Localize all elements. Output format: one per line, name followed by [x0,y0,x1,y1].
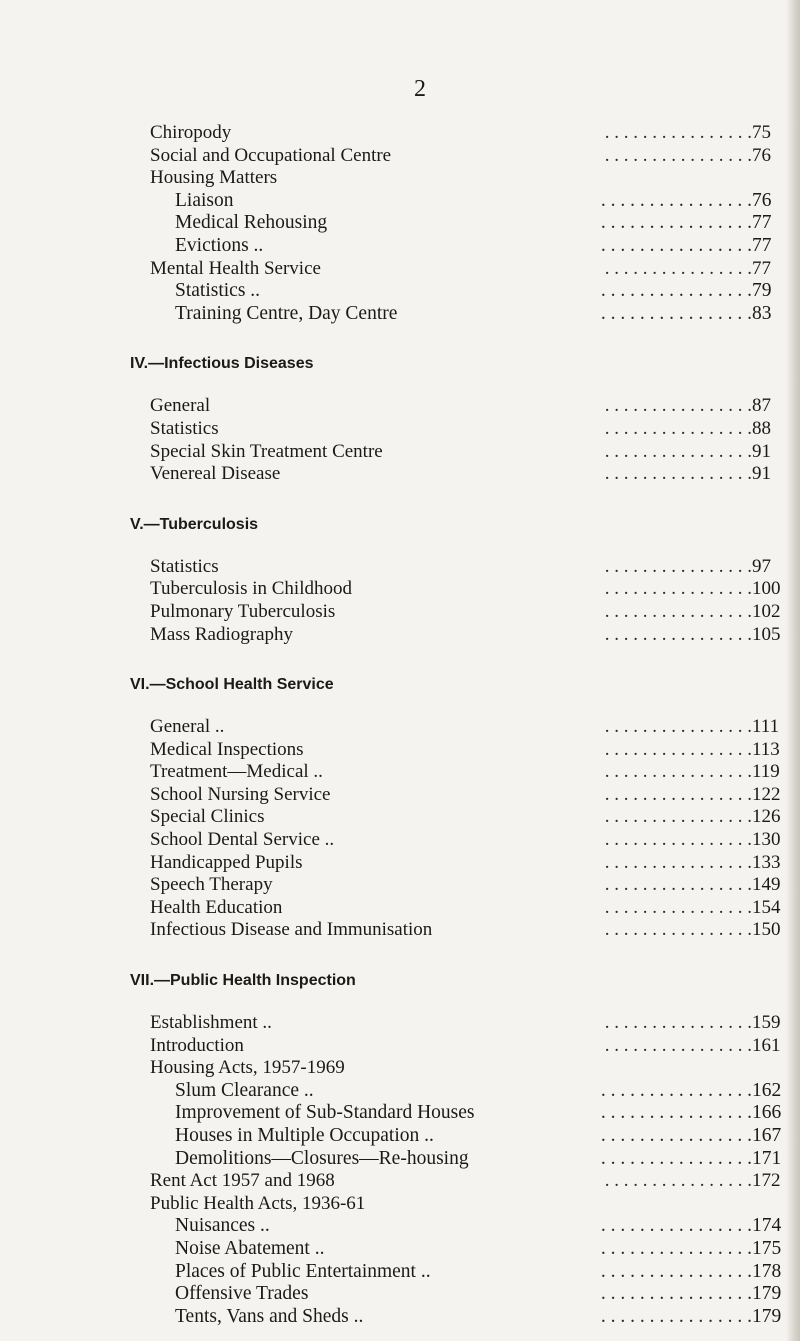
toc-entry [0,556,800,579]
leader-dots: . . . . . . . . . . . . . . . . [600,1305,752,1327]
toc-entry [0,1080,800,1103]
toc-entry-page: 77 [752,257,771,279]
toc-entry-page: 91 [752,440,771,462]
toc-entry-label: Speech Therapy [150,874,279,897]
leader-dots: . . . . . . . . . . . . . . . . [600,1102,752,1124]
heading-spacer [0,377,800,395]
toc-entry-label: Public Health Acts, 1936-61 [150,1193,371,1216]
toc-entry-label: Training Centre, Day Centre [175,303,403,326]
leader-dots: . . . . . . . . . . . . . . . . [600,189,752,211]
toc-entry-page: 171 [752,1147,782,1169]
toc-entry [0,624,800,647]
toc-entry-page: 91 [752,463,771,485]
toc-entry-label: Statistics [150,418,225,441]
toc-entry-page: 162 [752,1079,782,1101]
toc-entry [0,1283,800,1306]
section-heading: IV.—Infectious Diseases [130,355,314,373]
toc-entry-label: General [150,395,216,418]
toc-entry [0,167,800,190]
toc-entry-label: School Dental Service .. [150,829,340,852]
toc-entry-page: 102 [752,600,781,622]
toc-entry-page: 75 [752,122,771,143]
toc-entry [0,761,800,784]
toc-entry-label: Venereal Disease [150,463,286,486]
toc-entry [0,578,800,601]
section-heading: VI.—School Health Service [130,676,334,694]
leader-dots: . . . . . . . . . . . . . . . . [600,1237,752,1259]
toc-entry [0,1238,800,1261]
toc-entry [0,852,800,875]
toc-entry-page: 154 [752,896,781,918]
toc-entry [0,441,800,464]
leader-dots: . . . . . . . . . . . . . . . . [604,716,752,738]
leader-dots: . . . . . . . . . . . . . . . . [604,623,752,645]
toc-entry-label: Infectious Disease and Immunisation [150,919,438,942]
leader-dots: . . . . . . . . . . . . . . . . [604,463,752,485]
toc-entry-page: 167 [752,1125,782,1146]
toc-entry [0,212,800,235]
leader-dots: . . . . . . . . . . . . . . . . [600,302,752,324]
toc-entry [0,1215,800,1238]
toc-entry-label: Mass Radiography [150,624,299,647]
heading-spacer [0,994,800,1012]
toc-entry-page: 77 [752,212,772,234]
toc-entry-page: 97 [752,555,771,577]
toc-entry-label: Noise Abatement .. [175,1238,330,1261]
leader-dots: . . . . . . . . . . . . . . . . [604,919,752,941]
table-of-contents [0,122,800,1328]
toc-entry [0,280,800,303]
leader-dots: . . . . . . . . . . . . . . . . [600,1215,752,1237]
toc-entry-page: 126 [752,806,781,828]
toc-entry [0,1261,800,1284]
toc-entry [0,190,800,213]
toc-entry-page: 161 [752,1034,781,1056]
section-heading: VII.—Public Health Inspection [130,972,356,990]
toc-entry-page: 105 [752,623,781,645]
toc-entry [0,1125,800,1148]
leader-dots: . . . . . . . . . . . . . . . . [604,783,752,805]
toc-entry [0,1306,800,1329]
leader-dots: . . . . . . . . . . . . . . . . [604,144,752,166]
leader-dots: . . . . . . . . . . . . . . . . [600,1079,752,1101]
toc-entry [0,716,800,739]
leader-dots: . . . . . . . . . . . . . . . . [604,257,752,279]
toc-entry-page: 76 [752,144,771,166]
toc-entry-page: 77 [752,234,772,256]
leader-dots: . . . . . . . . . . . . . . . . [604,874,752,896]
toc-entry-label: Nuisances .. [175,1215,276,1238]
toc-entry-page: 87 [752,395,771,417]
toc-entry [0,601,800,624]
toc-entry-label: Establishment .. [150,1012,278,1035]
toc-entry-label: Places of Public Entertainment .. [175,1261,437,1284]
toc-entry-label: Rent Act 1957 and 1968 [150,1170,341,1193]
toc-entry [0,235,800,258]
leader-dots: . . . . . . . . . . . . . . . . [604,896,752,918]
leader-dots: . . . . . . . . . . . . . . . . [604,1170,752,1192]
toc-entry [0,806,800,829]
toc-entry-page: 179 [752,1283,782,1305]
toc-entry [0,1102,800,1125]
toc-entry-label: Improvement of Sub-Standard Houses [175,1102,481,1125]
leader-dots: . . . . . . . . . . . . . . . . [600,1283,752,1305]
toc-entry-label: Chiropody [150,122,237,145]
toc-entry-label: Housing Acts, 1957-1969 [150,1057,351,1080]
leader-dots: . . . . . . . . . . . . . . . . [604,1034,752,1056]
toc-entry-label: Health Education [150,897,288,920]
toc-entry [0,145,800,168]
toc-entry-page: 159 [752,1012,781,1034]
toc-entry [0,1035,800,1058]
leader-dots: . . . . . . . . . . . . . . . . [604,806,752,828]
toc-entry-page: 111 [752,716,780,738]
toc-entry-label: Statistics .. [175,280,266,303]
toc-entry-label: Slum Clearance .. [175,1080,320,1103]
leader-dots: . . . . . . . . . . . . . . . . [600,1260,752,1282]
toc-entry [0,739,800,762]
page-number: 2 [414,76,426,102]
toc-entry-label: Evictions .. [175,235,269,258]
toc-entry-page: 133 [752,851,781,873]
toc-entry-label: School Nursing Service [150,784,336,807]
leader-dots: . . . . . . . . . . . . . . . . [604,122,752,143]
leader-dots: . . . . . . . . . . . . . . . . [604,761,752,783]
toc-entry-label: Liaison [175,190,240,213]
toc-entry-label: Housing Matters [150,167,283,190]
leader-dots: . . . . . . . . . . . . . . . . [604,417,752,439]
toc-entry-page: 166 [752,1102,782,1124]
toc-entry [0,1012,800,1035]
toc-entry-label: Special Skin Treatment Centre [150,441,389,464]
section-spacer [0,646,800,672]
toc-entry [0,784,800,807]
toc-entry-page: 122 [752,783,781,805]
toc-entry-label: Treatment—Medical .. [150,761,329,784]
toc-entry-page: 79 [752,280,772,302]
section-spacer [0,325,800,351]
toc-entry-label: Medical Inspections [150,739,310,762]
leader-dots: . . . . . . . . . . . . . . . . [600,234,752,256]
leader-dots: . . . . . . . . . . . . . . . . [604,1012,752,1034]
toc-entry-page: 150 [752,919,781,941]
toc-entry-page: 175 [752,1237,782,1259]
leader-dots: . . . . . . . . . . . . . . . . [604,851,752,873]
toc-entry-page: 119 [752,761,780,783]
toc-entry [0,1193,800,1216]
leader-dots: . . . . . . . . . . . . . . . . [600,212,752,234]
toc-entry-label: Statistics [150,556,225,579]
toc-entry [0,897,800,920]
toc-entry-page: 113 [752,738,780,760]
toc-entry [0,919,800,942]
heading-spacer [0,698,800,716]
section-heading: V.—Tuberculosis [130,515,259,533]
toc-entry-page: 83 [752,302,772,324]
toc-entry-label: Tuberculosis in Childhood [150,578,358,601]
toc-entry [0,395,800,418]
toc-entry [0,463,800,486]
leader-dots: . . . . . . . . . . . . . . . . [604,738,752,760]
toc-entry [0,1148,800,1171]
toc-entry [0,258,800,281]
toc-entry-label: General .. [150,716,230,739]
section-spacer [0,942,800,968]
leader-dots: . . . . . . . . . . . . . . . . [604,555,752,577]
toc-entry [0,1170,800,1193]
section-spacer [0,486,800,512]
toc-entry-label: Pulmonary Tuberculosis [150,601,341,624]
leader-dots: . . . . . . . . . . . . . . . . [600,1147,752,1169]
toc-entry [0,303,800,326]
toc-entry-label: Handicapped Pupils [150,852,309,875]
toc-entry-label: Demolitions—Closures—Re-housing [175,1148,475,1171]
toc-entry-page: 174 [752,1215,782,1237]
heading-spacer [0,538,800,556]
toc-entry-label: Mental Health Service [150,258,327,281]
toc-entry-page: 130 [752,829,781,851]
leader-dots: . . . . . . . . . . . . . . . . [604,440,752,462]
toc-entry-page: 179 [752,1305,782,1327]
toc-entry [0,418,800,441]
toc-entry-label: Medical Rehousing [175,212,333,235]
toc-entry [0,122,800,145]
toc-entry-label: Special Clinics [150,806,271,829]
leader-dots: . . . . . . . . . . . . . . . . [600,280,752,302]
toc-entry-label: Social and Occupational Centre [150,145,397,168]
toc-entry-page: 76 [752,189,772,211]
leader-dots: . . . . . . . . . . . . . . . . [604,600,752,622]
toc-entry [0,1057,800,1080]
leader-dots: . . . . . . . . . . . . . . . . [604,829,752,851]
toc-entry-page: 178 [752,1260,782,1282]
toc-entry-page: 88 [752,417,771,439]
toc-entry-page: 149 [752,874,781,896]
toc-entry [0,874,800,897]
toc-entry [0,829,800,852]
leader-dots: . . . . . . . . . . . . . . . . [600,1125,752,1146]
toc-entry-page: 172 [752,1170,781,1192]
toc-entry-label: Offensive Trades [175,1283,314,1306]
leader-dots: . . . . . . . . . . . . . . . . [604,578,752,600]
toc-entry-label: Introduction [150,1035,250,1058]
toc-entry-label: Houses in Multiple Occupation .. [175,1125,440,1148]
toc-entry-label: Tents, Vans and Sheds .. [175,1306,369,1329]
leader-dots: . . . . . . . . . . . . . . . . [604,395,752,417]
toc-entry-page: 100 [752,578,781,600]
